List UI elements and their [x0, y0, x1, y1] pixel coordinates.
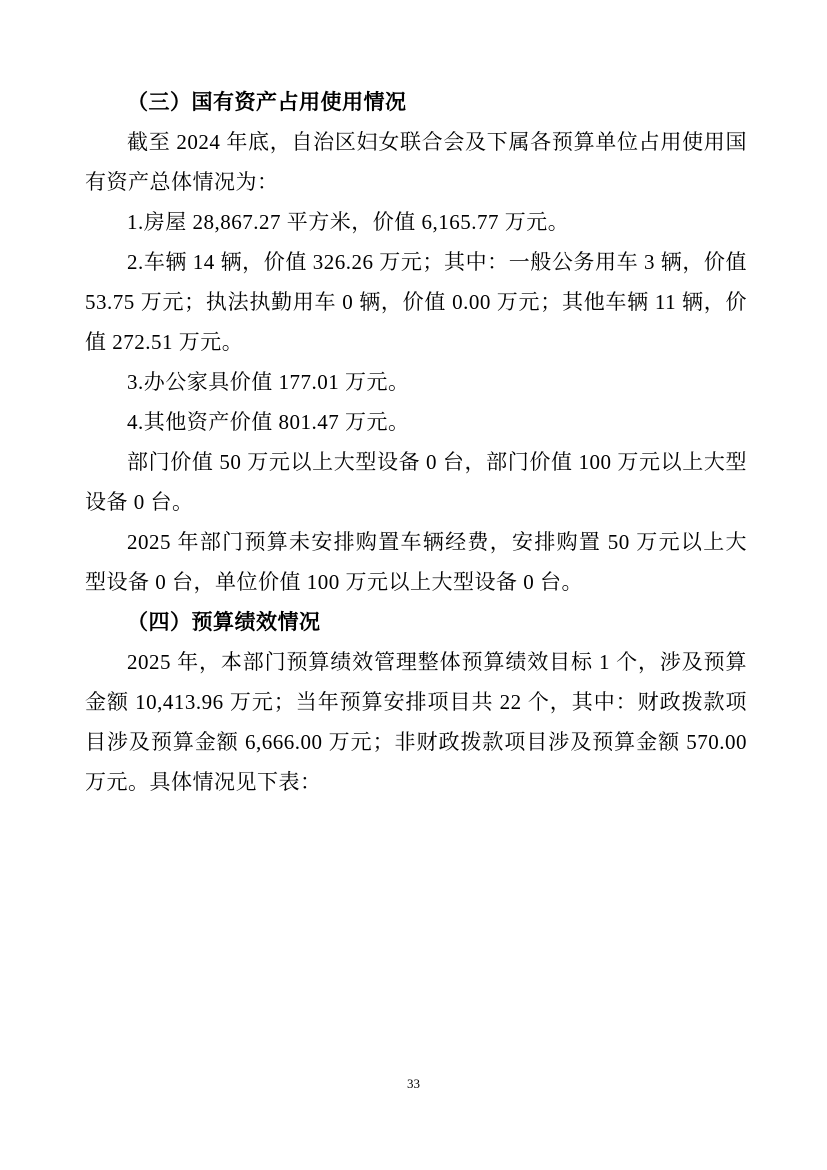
paragraph-asset-item-furniture: 3.办公家具价值 177.01 万元。 [127, 370, 410, 394]
section-heading-budget-performance: （四）预算绩效情况 [127, 610, 321, 634]
section-heading-state-assets: （三）国有资产占用使用情况 [127, 90, 407, 114]
paragraph-asset-item-vehicles: 2.车辆 14 辆，价值 326.26 万元；其中：一般公务用车 3 辆，价值 53.75 万元；执法执勤用车 0 辆，价值 0.00 万元；其他车辆 11 辆，价值 272.51 万元。 [85, 250, 747, 354]
paragraph-asset-item-other: 4.其他资产价值 801.47 万元。 [127, 410, 410, 434]
page-number: 33 [407, 1076, 420, 1091]
paragraph-budget-performance: 2025 年，本部门预算绩效管理整体预算绩效目标 1 个，涉及预算金额 10,413.96 万元；当年预算安排项目共 22 个，其中：财政拨款项目涉及预算金额 6,666.00 万元；非财政拨款项目涉及预算金额 570.00 万元。具体情况见下表： [85, 650, 747, 794]
paragraph-asset-item-housing: 1.房屋 28,867.27 平方米，价值 6,165.77 万元。 [127, 210, 570, 234]
paragraph-vehicle-budget-note: 2025 年部门预算未安排购置车辆经费，安排购置 50 万元以上大型设备 0 台，单位价值 100 万元以上大型设备 0 台。 [85, 530, 747, 594]
document-body [85, 82, 747, 802]
paragraph-equipment-note: 部门价值 50 万元以上大型设备 0 台，部门价值 100 万元以上大型设备 0 台。 [85, 450, 747, 514]
paragraph-state-assets-intro: 截至 2024 年底，自治区妇女联合会及下属各预算单位占用使用国有资产总体情况为： [85, 130, 747, 194]
